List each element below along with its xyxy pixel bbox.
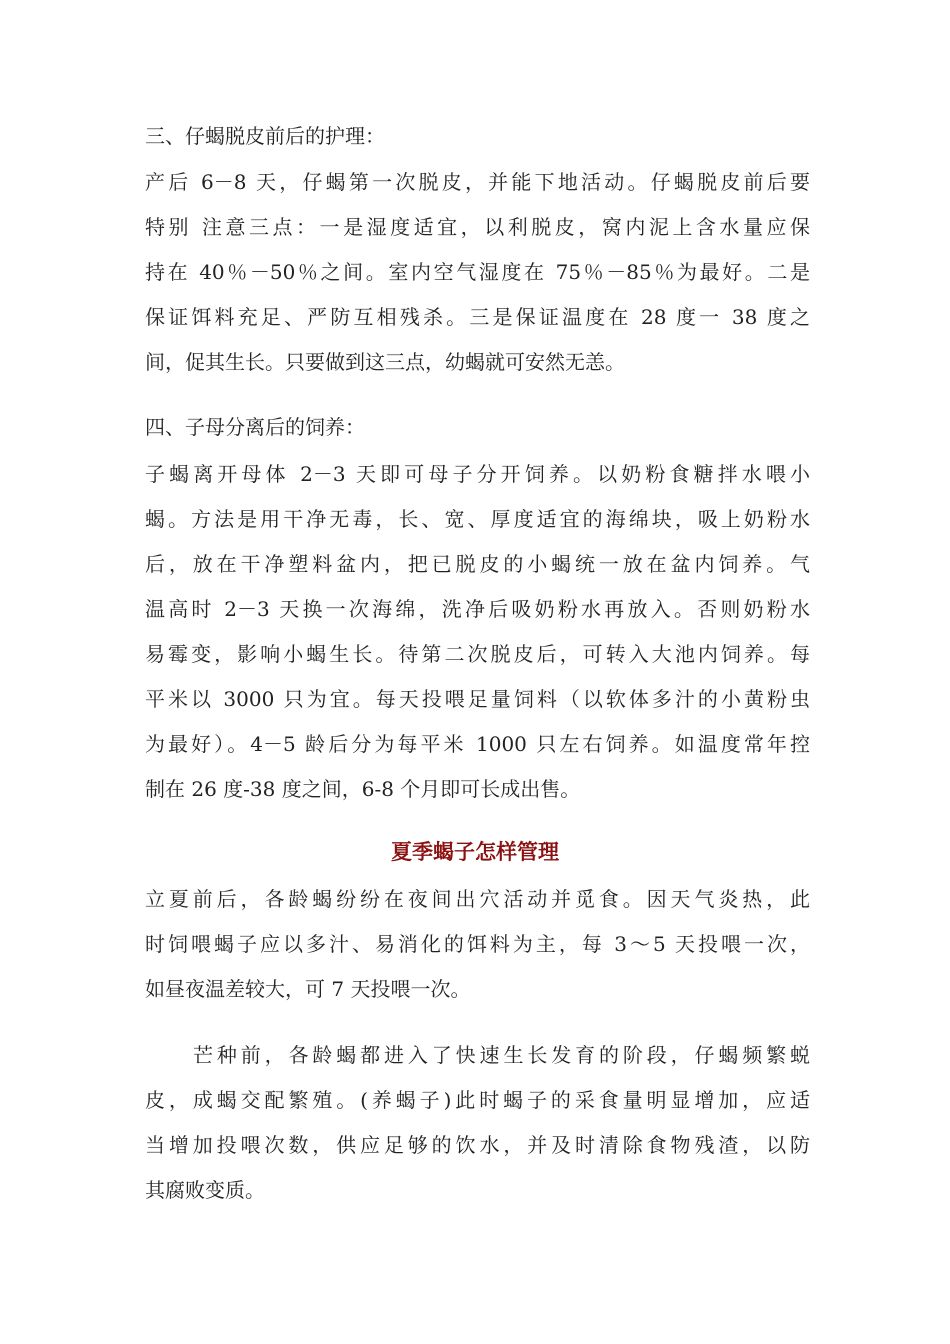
section4-heading: 四、子母分离后的饲养： (145, 415, 365, 439)
summer-para2-line: 皮，成蝎交配繁殖。(养蝎子)此时蝎子的采食量明显增加，应适 (145, 1088, 810, 1112)
section4-line: 蝎。方法是用干净无毒，长、宽、厚度适宜的海绵块，吸上奶粉水 (145, 507, 810, 531)
summer-para2-line: 其腐败变质。 (145, 1178, 265, 1202)
section4-line: 易霉变，影响小蝎生长。待第二次脱皮后，可转入大池内饲养。每 (145, 642, 810, 666)
section4-line: 后，放在干净塑料盆内，把已脱皮的小蝎统一放在盆内饲养。气 (145, 552, 810, 576)
summer-para1-line: 立夏前后，各龄蝎纷纷在夜间出穴活动并觅食。因天气炎热，此 (145, 887, 810, 911)
summer-para1-line: 时饲喂蝎子应以多汁、易消化的饵料为主，每 3～5 天投喂一次， (145, 932, 810, 956)
section3-line: 间，促其生长。只要做到这三点，幼蝎就可安然无恙。 (145, 350, 625, 374)
section4-line: 温高时 2－3 天换一次海绵，洗净后吸奶粉水再放入。否则奶粉水 (145, 597, 810, 621)
section3-line: 产后 6－8 天，仔蝎第一次脱皮，并能下地活动。仔蝎脱皮前后要 (145, 170, 810, 194)
section4-line: 子蝎离开母体 2－3 天即可母子分开饲养。以奶粉食糖拌水喂小 (145, 462, 810, 486)
section4-line: 平米以 3000 只为宜。每天投喂足量饲料（以软体多汁的小黄粉虫 (145, 687, 810, 711)
section3-line: 保证饵料充足、严防互相残杀。三是保证温度在 28 度一 38 度之 (145, 305, 810, 329)
summer-para2-line: 当增加投喂次数，供应足够的饮水，并及时清除食物残渣，以防 (145, 1133, 810, 1157)
section3-heading: 三、仔蝎脱皮前后的护理： (145, 124, 385, 148)
summer-para1-line: 如昼夜温差较大，可 7 天投喂一次。 (145, 977, 471, 1001)
section4-line: 制在 26 度-38 度之间，6-8 个月即可长成出售。 (145, 777, 581, 801)
section-title: 夏季蝎子怎样管理 (391, 839, 559, 864)
section3-line: 持在 40％－50％之间。室内空气湿度在 75％－85％为最好。二是 (145, 260, 810, 284)
summer-para2-line: 芒种前，各龄蝎都进入了快速生长发育的阶段，仔蝎频繁蜕 (193, 1043, 810, 1067)
section3-line: 特别 注意三点：一是湿度适宜，以利脱皮，窝内泥上含水量应保 (145, 215, 810, 239)
section4-line: 为最好）。4－5 龄后分为每平米 1000 只左右饲养。如温度常年控 (145, 732, 810, 756)
